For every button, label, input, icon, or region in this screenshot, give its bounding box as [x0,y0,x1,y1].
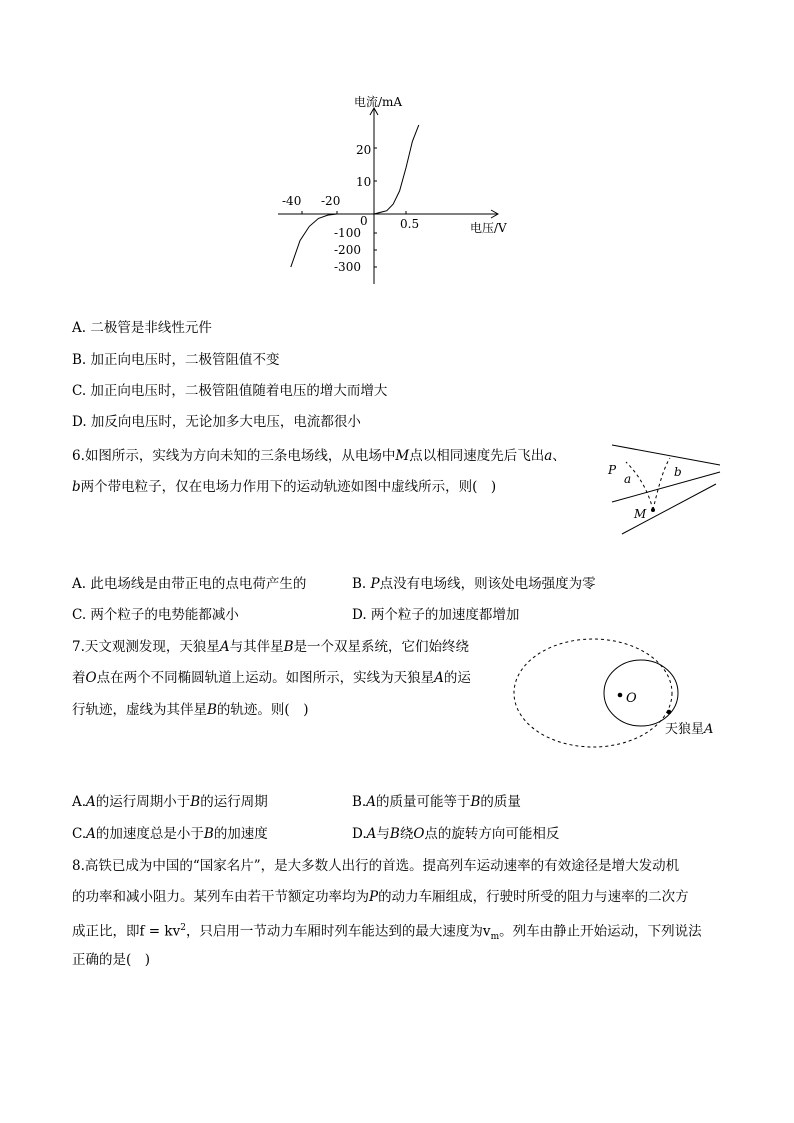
q5-option-b: B. 加正向电压时，二极管阻值不变 [72,352,280,368]
q7-stem-line2: 着O点在两个不同椭圆轨道上运动。如图所示，实线为天狼星A的运 [72,670,471,686]
y-tick-label: -200 [334,243,361,257]
x-axis-label: 电压/V [470,221,507,235]
q6-option-b: B. P点没有电场线，则该处电场强度为零 [352,576,596,592]
x-tick-label: 0 [360,214,368,228]
iv-chart [270,92,530,290]
y-tick-label: 10 [356,175,372,189]
q8-stem-line1: 8.高铁已成为中国的“国家名片”，是大多数人出行的首选。提高列车运动速率的有效途径是增大发动机 [72,858,680,874]
label-b: b [674,465,682,479]
y-tick-label: 20 [356,143,372,157]
q5-option-d: D. 加反向电压时，无论加多大电压，电流都很小 [72,414,361,430]
q6-option-d: D. 两个粒子的加速度都增加 [352,607,520,623]
label-a: a [624,472,632,486]
label-sirius-name: 天狼星 [665,722,705,737]
orbit-a-solid [604,660,678,726]
label-sirius [665,721,713,737]
label-m: M [634,507,647,521]
q7-orbit-figure [510,636,730,752]
q6-stem-line1: 6.如图所示，实线为方向未知的三条电场线，从电场中M点以相同速度先后飞出a、 [72,448,566,464]
trajectory-a [626,462,653,510]
q7-stem-line1: 7.天文观测发现，天狼星A与其伴星B是一个双星系统，它们始终绕 [72,639,470,655]
x-tick-label: -40 [282,194,302,208]
focus-o [618,693,623,698]
q8-stem-line2: 的功率和减小阻力。某列车由若干节额定功率均为P的动力车厢组成，行驶时所受的阻力与速率的二次方 [72,889,689,905]
y-axis-label: 电流/mA [354,95,403,109]
q8-stem-line3: 成正比，即$f = kv^2$，只启用一节动力车厢时列车能达到的最大速度为$v_m$。列车由静止开始运动，下列说法 [72,923,702,943]
q6-option-a: A. 此电场线是由带正电的点电荷产生的 [72,576,307,592]
q5-option-c: C. 加正向电压时，二极管阻值随着电压的增大而增大 [72,383,388,399]
q6-option-c: C. 两个粒子的电势能都减小 [72,607,239,623]
q5-option-a: A. 二极管是非线性元件 [72,320,212,336]
star-a [667,710,672,715]
q7-option-b: B.A的质量可能等于B的质量 [352,794,521,810]
field-line-top [612,445,720,465]
x-tick-label: -20 [321,194,341,208]
q8-stem-line4: 正确的是( ) [72,952,151,968]
label-o: O [626,691,637,706]
label-p: P [608,463,617,477]
y-tick-label: -300 [334,260,361,274]
x-tick-label: 0.5 [400,217,420,231]
q7-stem-line3: 行轨迹，虚线为其伴星B的轨迹。则( ) [72,702,309,718]
point-m [651,508,655,512]
y-tick-label: -100 [334,226,361,240]
q7-option-a: A.A的运行周期小于B的运行周期 [72,794,268,810]
label-sirius-var: A [704,722,714,737]
q6-stem-line2: b两个带电粒子，仅在电场力作用下的运动轨迹如图中虚线所示，则( ) [72,479,497,495]
q7-option-c: C.A的加速度总是小于B的加速度 [72,826,268,842]
trajectory-b [653,458,670,510]
q7-option-d: D.A与B绕O点的旋转方向可能相反 [352,826,560,842]
orbit-b-dashed [514,639,672,747]
q6-field-figure [604,440,724,538]
